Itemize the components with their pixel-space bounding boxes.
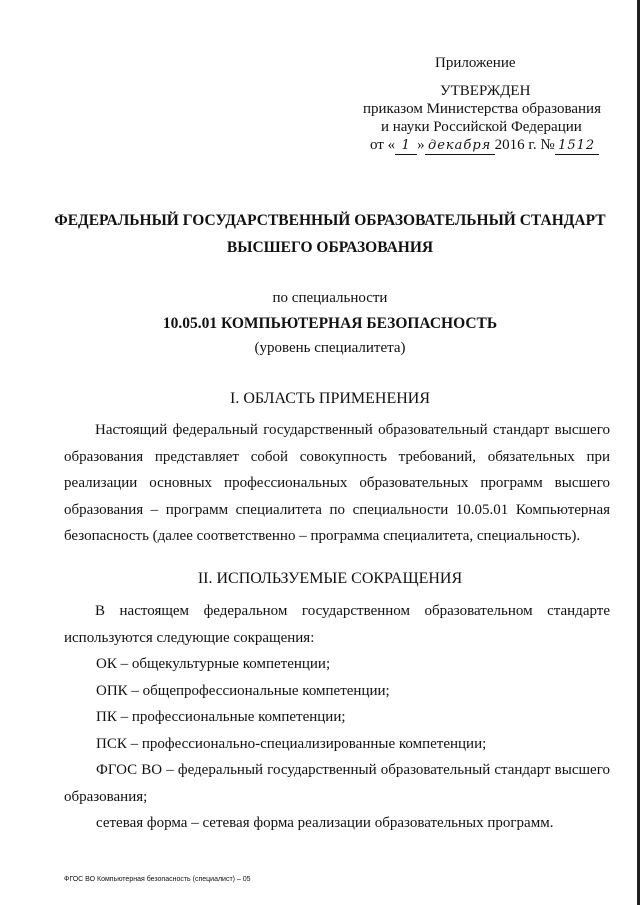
section-2-heading: II. ИСПОЛЬЗУЕМЫЕ СОКРАЩЕНИЯ — [197, 570, 463, 587]
education-level: (уровень специалитета) — [254, 340, 406, 356]
abbreviation-item: ПК – профессиональные компетенции; — [96, 709, 346, 725]
approved-label: УТВЕРЖДЕН — [440, 83, 531, 99]
specialty-prefix: по специальности — [272, 290, 388, 306]
order-line-1: приказом Министерства образования — [363, 101, 601, 117]
title-line-1: ФЕДЕРАЛЬНЫЙ ГОСУДАРСТВЕННЫЙ ОБРАЗОВАТЕЛЬНЫЙ СТАНДАРТ — [54, 212, 606, 229]
document-title — [40, 207, 620, 261]
abbreviation-item: сетевая форма – сетевая форма реализации образовательных программ. — [96, 815, 554, 831]
order-date-line — [370, 136, 599, 155]
annex-label: Приложение — [435, 55, 516, 71]
date-year: 2016 г. № — [494, 137, 555, 153]
page-footer: ФГОС ВО Компьютерная безопасность (специалист) – 05 — [64, 876, 251, 883]
section-1-text: Настоящий федеральный государственный образовательный стандарт высшего образования представляет собой совокупность требований, обязательных при реализации основных профессиональных образовательных программ высшего образования – программ специалитета по специальности 10.05.01 Компьютерная безопасность (далее соответственно – программа специалитета, специальность). — [64, 422, 610, 544]
abbreviation-item: ФГОС ВО – федеральный государственный образовательный стандарт высшего образования; — [64, 762, 610, 805]
date-prefix: от « — [370, 137, 396, 153]
date-month: декабря — [425, 138, 495, 155]
abbreviation-item: ПСК – профессионально-специализированные компетенции; — [96, 736, 487, 752]
abbreviation-item: ОК – общекультурные компетенции; — [96, 656, 331, 672]
section-2-intro: В настоящем федеральном государственном образовательном стандарте используются следующие сокращения: — [64, 603, 610, 646]
order-line-2: и науки Российской Федерации — [381, 119, 582, 135]
specialty-name: 10.05.01 КОМПЬЮТЕРНАЯ БЕЗОПАСНОСТЬ — [162, 315, 498, 332]
abbreviation-item: ОПК – общепрофессиональные компетенции; — [96, 683, 390, 699]
date-mid: » — [417, 137, 425, 153]
date-day: 1 — [395, 138, 417, 155]
order-number: 1512 — [555, 138, 599, 155]
section-1-heading: I. ОБЛАСТЬ ПРИМЕНЕНИЯ — [229, 390, 431, 407]
title-line-2: ВЫСШЕГО ОБРАЗОВАНИЯ — [226, 239, 434, 256]
